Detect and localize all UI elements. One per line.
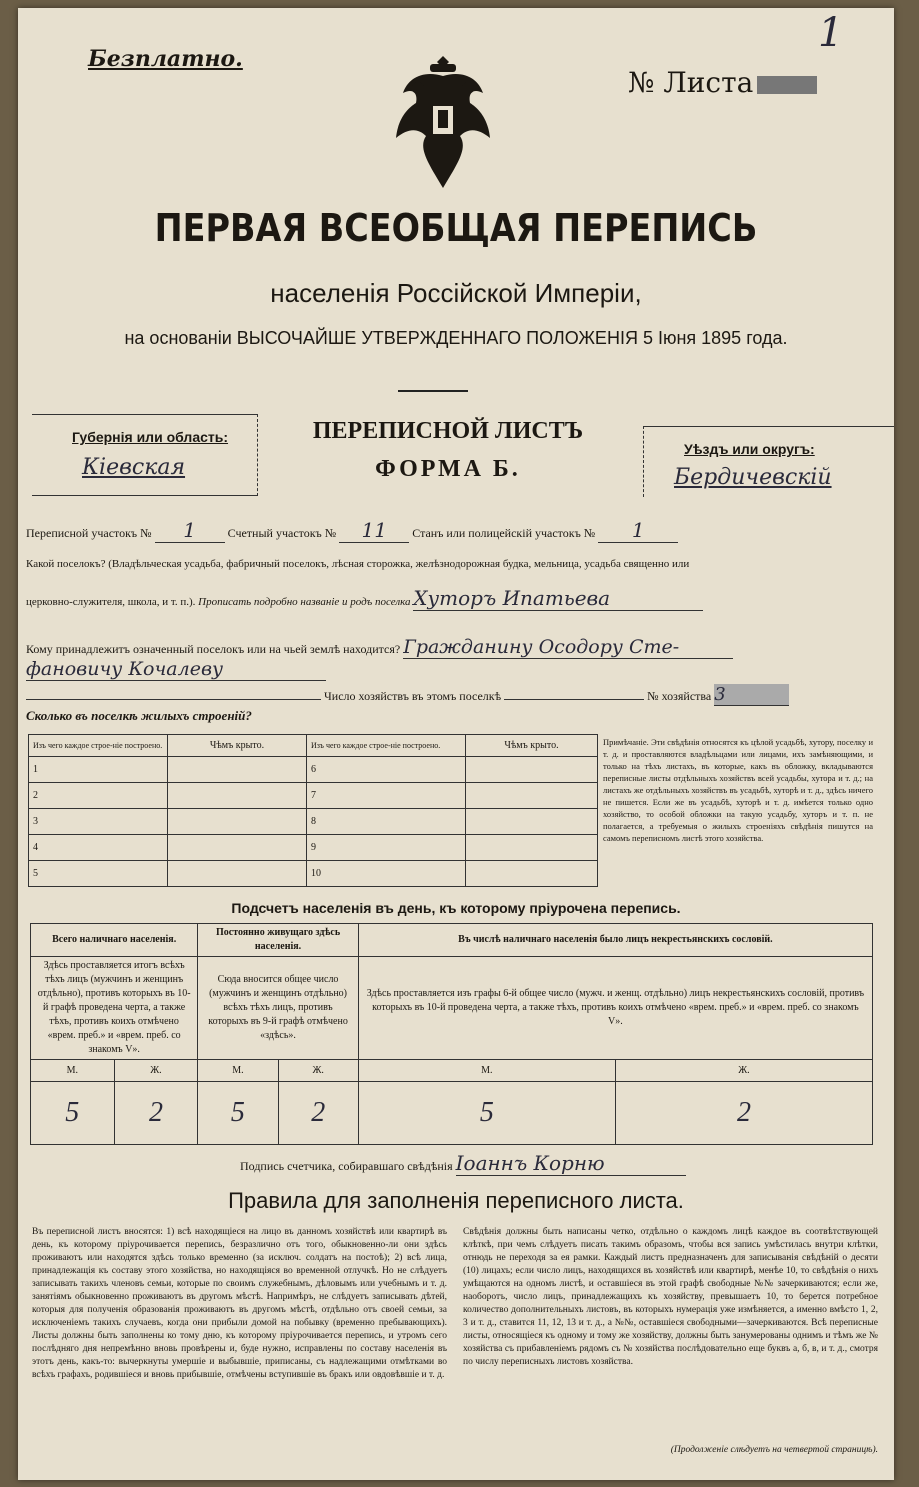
households-label: Число хозяйствъ въ этомъ поселкѣ bbox=[324, 689, 502, 703]
settlement-value: Хуторъ Ипатьева bbox=[413, 586, 703, 611]
sheet-number-label: № Листа bbox=[628, 66, 754, 99]
col3-head: Въ числѣ наличнаго населенія было лицъ некрестьянскихъ сословій. bbox=[358, 924, 872, 957]
col1-head: Всего наличнаго населенія. bbox=[31, 924, 198, 957]
owner-value-1: Гражданину Осодору Сте- bbox=[403, 636, 733, 659]
households-row bbox=[26, 684, 789, 706]
police-area-label: Станъ или полицейскій участокъ № bbox=[412, 526, 596, 540]
col3-text: Здѣсь проставляется изъ графы 6-й общее число (мужч. и женщ. отдѣльно) лицъ некрестьянскихъ сословій, противъ которыхъ въ 10-й проведена черта, а также тѣхъ, противъ коихъ отмѣчено «врем. преб.» и «врем. преб. со знакомъ V». bbox=[358, 957, 872, 1060]
police-area-value: 1 bbox=[598, 518, 678, 543]
province-value: Кіевская bbox=[82, 455, 186, 480]
blank-line bbox=[26, 699, 321, 700]
owner-row bbox=[26, 636, 733, 659]
owner-row-2 bbox=[26, 658, 326, 681]
page-title: ПЕРВАЯ ВСЕОБЩАЯ ПЕРЕПИСЬ bbox=[154, 206, 758, 250]
households-value bbox=[504, 699, 644, 700]
count-area-value: 11 bbox=[339, 518, 409, 543]
divider bbox=[398, 390, 468, 392]
m-label: М. bbox=[358, 1060, 615, 1082]
nonpeasant-women: 2 bbox=[615, 1082, 872, 1145]
province-box bbox=[32, 414, 258, 496]
cell bbox=[168, 861, 307, 887]
decree-line: на основаніи ВЫСОЧАЙШЕ УТВЕРЖДЕННАГО ПОЛОЖЕНІЯ 5 Іюня 1895 года. bbox=[124, 328, 788, 348]
owner-question: Кому принадлежитъ означенный поселокъ или на чьей землѣ находится? bbox=[26, 642, 401, 656]
head-built-right: Изъ чего каждое строе-ніе построено. bbox=[307, 735, 466, 757]
cell bbox=[168, 757, 307, 783]
settlement-hint: Прописать подробно названіе и родъ поселка bbox=[198, 596, 411, 608]
head-built-left: Изъ чего каждое строе-ніе построено. bbox=[29, 735, 168, 757]
head-roof-left: Чѣмъ крыто. bbox=[168, 735, 307, 757]
cell bbox=[466, 783, 598, 809]
subtitle: населенія Россійской Имперіи, bbox=[270, 278, 642, 308]
population-count-table bbox=[30, 923, 873, 1145]
count-title: Подсчетъ населенія въ день, къ которому пріурочена перепись. bbox=[231, 900, 681, 916]
census-area-value: 1 bbox=[155, 518, 225, 543]
m-label: М. bbox=[31, 1060, 115, 1082]
resident-men: 5 bbox=[198, 1082, 278, 1145]
cell bbox=[168, 783, 307, 809]
col2-head: Постоянно живущаго здѣсь населенія. bbox=[198, 924, 359, 957]
total-women: 2 bbox=[114, 1082, 198, 1145]
rules-right-column: Свѣдѣнія должны быть написаны четко, отдѣльно о каждомъ лицѣ каждое въ соотвѣтствующей клѣткѣ, при чемъ слѣдуетъ писать такимъ образомъ, чтобы вся запись умѣстилась внутри клѣтки, отнюдь не переходя за ея рамки. Каждый листъ предназначенъ для записыванія свѣдѣній о десяти (10) лицахъ; если число лицъ, находящихся въ хозяйствѣ или квартирѣ, менѣе 10, то свѣдѣнія о нихъ умѣщаются на одномъ листѣ, и оставшіеся въ этой графѣ свободные №№ зачеркиваются; если же, наоборотъ, число лицъ, принадлежащихъ къ хозяйству, превышаетъ 10, то берется потребное количество дополнительныхъ листовъ, въ которыхъ нумерація уже измѣняется, а именно вмѣсто 1, 2, 3 и т. д., ставится 11, 12, 13 и т. д., а №№, оставшіеся свободными—зачеркиваются. Всѣ переписные листы, относящіеся къ одному и тому же хозяйству, должны быть занумерованы однимъ и тѣмъ же № хозяйства съ прибавленіемъ рядомъ съ № хозяйства послѣдовательно еще буквъ а, б, в, и т. д., смотря по числу переписныхъ листовъ хозяйства. bbox=[463, 1227, 878, 1367]
row-no: 10 bbox=[307, 861, 466, 887]
count-area-label: Счетный участокъ № bbox=[227, 526, 337, 540]
row-no: 5 bbox=[29, 861, 168, 887]
buildings-table bbox=[28, 734, 598, 887]
form-name: ПЕРЕПИСНОЙ ЛИСТЪ bbox=[312, 418, 584, 444]
rules-left-column: Въ переписной листъ вносятся: 1) всѣ находящіеся на лицо въ данномъ хозяйствѣ или квартирѣ въ день, къ которому пріурочивается перепись, безразлично отъ того, обыкновенно-ли они здѣсь проживаютъ или находятся здѣсь только временно (за исключ. солдатъ на постоѣ); 2) всѣ лица, принадлежащія къ составу этого хозяйства, но находящіяся во временной отлучкѣ. Но не слѣдуетъ записывать такихъ членовъ семьи, которые по своимъ служебнымъ, дѣловымъ или учебнымъ и т. д. занятіямъ обыкновенно проживаютъ въ другомъ мѣстѣ. Напримѣръ, не слѣдуетъ записывать дѣтей, которыя для полученія образованія проживаютъ въ другомъ мѣстѣ, отдѣльно отъ своей семьи, за исключеніемъ такихъ случаевъ, когда они прибыли домой на побывку (временно пребывающихъ). Листы должны быть заполнены ко тому дню, къ которому пріурочивается перепись, и утромъ сего послѣдняго дня непремѣнно вновь провѣрены и, буде нужно, исправлены по составу населенія въ этотъ день, какъ-то: вычеркнуты умершіе и выбывшіе, приписаны, съ надлежащими отмѣтками во всѣхъ графахъ, родившіеся и вновь прибывшіе, отмѣчены вступившіе въ бракъ или овдовѣвшіе и т. д. bbox=[32, 1227, 447, 1380]
total-men: 5 bbox=[31, 1082, 115, 1145]
household-no-value: 3 bbox=[714, 684, 789, 706]
head-roof-right: Чѣмъ крыто. bbox=[466, 735, 598, 757]
buildings-question: Сколько въ поселкѣ жилыхъ строеній? bbox=[26, 708, 252, 723]
areas-line bbox=[26, 518, 678, 543]
col1-text: Здѣсь проставляется итогъ всѣхъ тѣхъ лицъ (мужчинъ и женщинъ отдѣльно), противъ которыхъ въ 10-й графѣ проведена черта, а также тѣхъ, противъ коихъ отмѣчено «врем. преб.» и «врем. преб. со знакомъ V». bbox=[31, 957, 198, 1060]
nonpeasant-men: 5 bbox=[358, 1082, 615, 1145]
resident-women: 2 bbox=[278, 1082, 358, 1145]
col2-text: Сюда вносится общее число (мужчинъ и женщинъ отдѣльно) всѣхъ тѣхъ лицъ, противъ которыхъ въ 9-й графѣ отмѣчено «здѣсь». bbox=[198, 957, 359, 1060]
cell bbox=[168, 809, 307, 835]
district-value: Бердичевскій bbox=[674, 465, 832, 490]
settlement-row bbox=[26, 586, 703, 611]
cell bbox=[466, 809, 598, 835]
corner-mark: 1 bbox=[818, 10, 844, 56]
row-no: 2 bbox=[29, 783, 168, 809]
f-label: Ж. bbox=[278, 1060, 358, 1082]
f-label: Ж. bbox=[615, 1060, 872, 1082]
row-no: 1 bbox=[29, 757, 168, 783]
district-box bbox=[643, 426, 894, 497]
cell bbox=[168, 835, 307, 861]
form-type: ФОРМА Б. bbox=[375, 456, 521, 482]
sheet-number bbox=[628, 66, 817, 99]
f-label: Ж. bbox=[114, 1060, 198, 1082]
double-headed-eagle-emblem bbox=[388, 48, 498, 198]
owner-value-2: фановичу Кочалеву bbox=[26, 658, 326, 681]
row-no: 9 bbox=[307, 835, 466, 861]
sheet-number-blot bbox=[757, 76, 817, 94]
signature-value: Іоаннъ Корню bbox=[456, 1151, 686, 1176]
settlement-question-2: церковно-служителя, школа, и т. п.). bbox=[26, 596, 196, 608]
row-no: 4 bbox=[29, 835, 168, 861]
district-label: Уѣздъ или округъ: bbox=[684, 441, 815, 457]
row-no: 3 bbox=[29, 809, 168, 835]
row-no: 7 bbox=[307, 783, 466, 809]
census-sheet bbox=[18, 8, 894, 1480]
note-text: Примѣчаніе. Эти свѣдѣнія относятся къ цѣлой усадьбѣ, хутору, поселку и т. д. и проставляются владѣльцами или лицами, ихъ замѣняющими, и только на тѣхъ листахъ, въ которые, какъ въ обложку, вкладываются переписные листы отдѣльныхъ хозяйствъ всей усадьбы, хутора и т. д.; на листахъ же отдѣльныхъ хозяйствъ въ усадьбѣ, хуторѣ и т. д., здѣсь ничего не пишется. Если же въ усадьбѣ, хуторѣ и т. д. имѣется только одно хозяйство, то особой обложки на такую усадьбу, хуторъ и т. п. не полагается, а требуемыя о жилыхъ строеніяхъ свѣдѣнія пишутся на самомъ переписномъ листѣ этого хозяйства. bbox=[603, 737, 873, 843]
census-area-label: Переписной участокъ № bbox=[26, 526, 152, 540]
province-label: Губернія или область: bbox=[72, 429, 229, 445]
household-no-label: № хозяйства bbox=[647, 689, 712, 703]
row-no: 8 bbox=[307, 809, 466, 835]
rules-continued: (Продолженіе слѣдуетъ на четвертой страницѣ). bbox=[670, 1445, 878, 1455]
m-label: М. bbox=[198, 1060, 278, 1082]
rules-title: Правила для заполненія переписного листа. bbox=[228, 1188, 684, 1213]
cell bbox=[466, 757, 598, 783]
signature-label: Подпись счетчика, собиравшаго свѣдѣнія bbox=[240, 1159, 453, 1173]
signature-row bbox=[240, 1151, 686, 1176]
row-no: 6 bbox=[307, 757, 466, 783]
settlement-question: Какой поселокъ? (Владѣльческая усадьба, фабричный поселокъ, лѣсная сторожка, желѣзнодорожная будка, мельница, усадьба священно или bbox=[26, 558, 690, 570]
cell bbox=[466, 835, 598, 861]
free-label: Безплатно. bbox=[88, 46, 243, 72]
cell bbox=[466, 861, 598, 887]
